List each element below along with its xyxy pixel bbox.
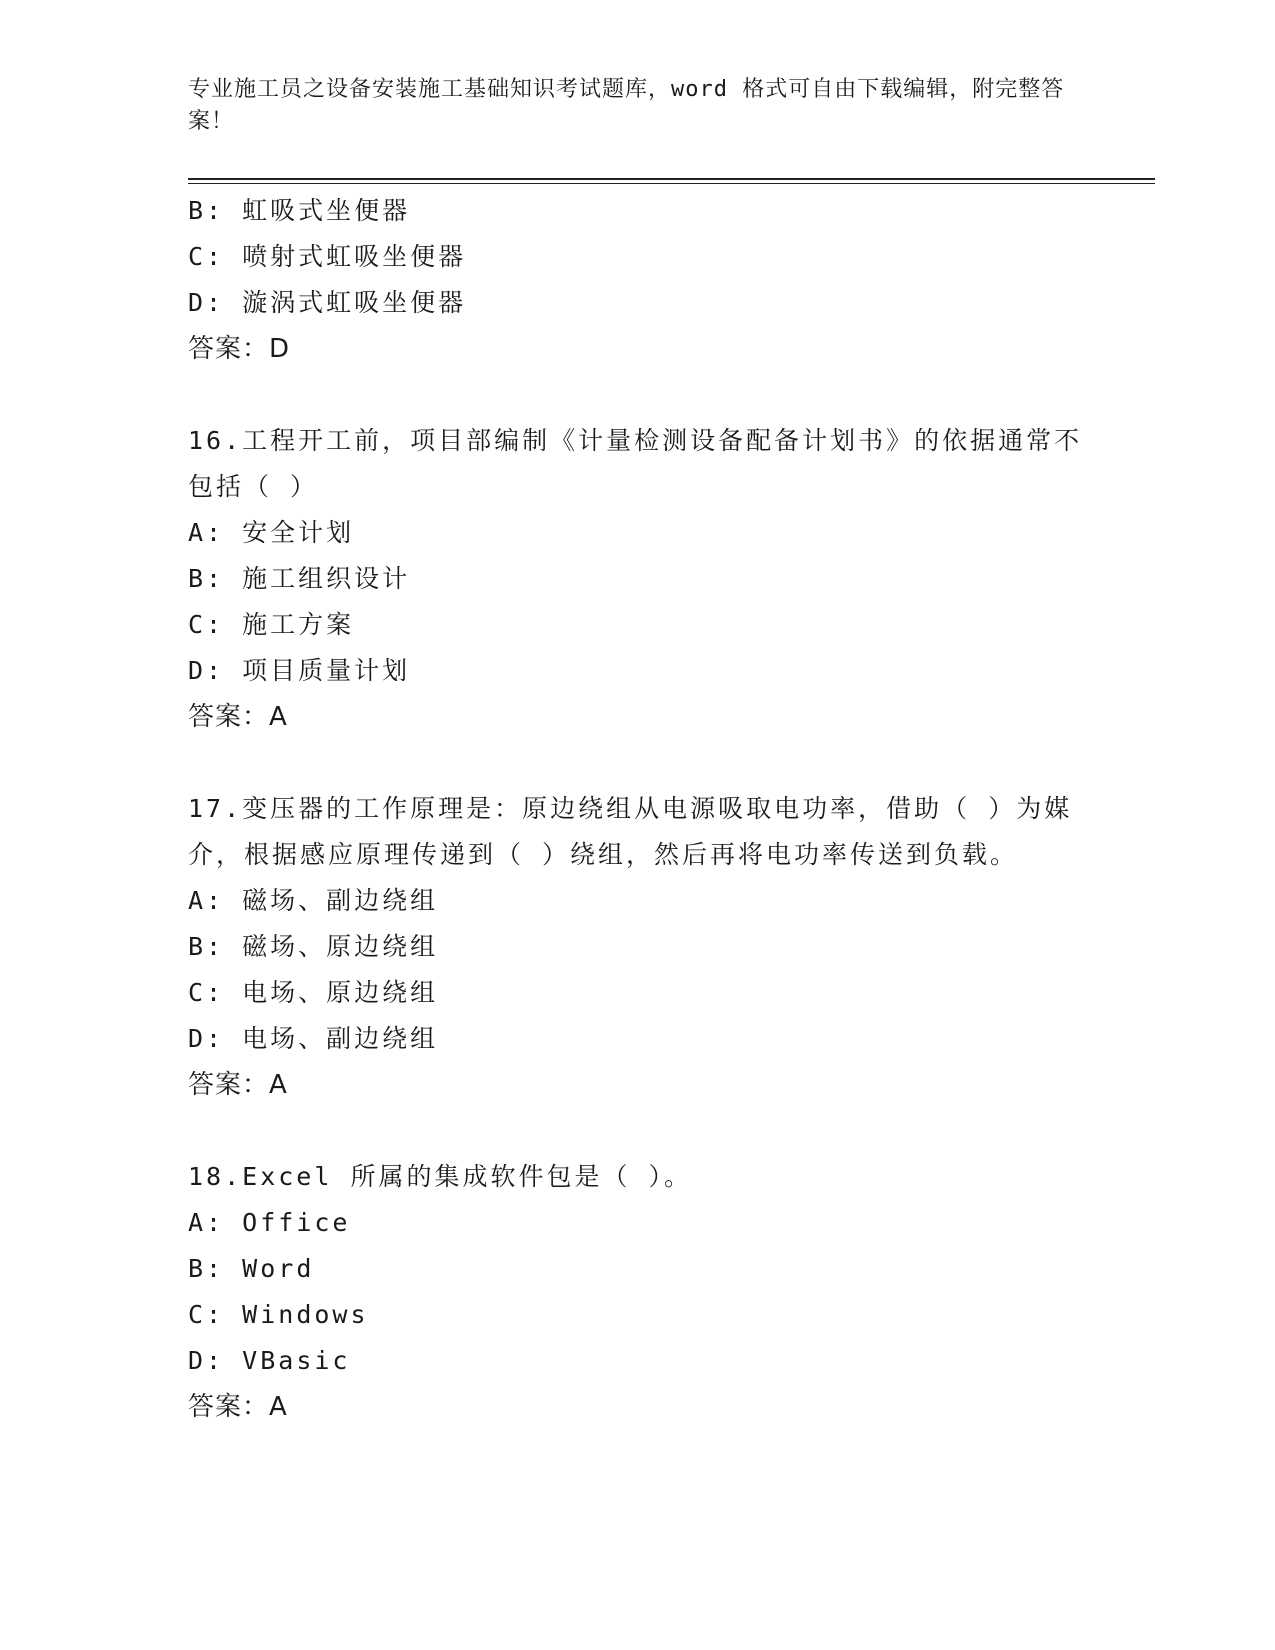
option-c: C: Windows [188, 1300, 369, 1329]
option-b: B: 施工组织设计 [188, 564, 411, 593]
option-d: D: 漩涡式虹吸坐便器 [188, 288, 467, 317]
header-divider-top [188, 178, 1155, 180]
question-stem-16: 16.工程开工前，项目部编制《计量检测设备配备计划书》的依据通常不包括（ ） [188, 426, 1083, 501]
option-b: B: 虹吸式坐便器 [188, 196, 411, 225]
answer: 答案：A [188, 702, 288, 732]
option-b: B: 磁场、原边绕组 [188, 932, 439, 961]
option-a: A: 安全计划 [188, 518, 355, 547]
question-list [188, 188, 1088, 1430]
question-stem-17: 17.变压器的工作原理是：原边绕组从电源吸取电功率，借助（ ）为媒介，根据感应原理传递到（ ）绕组，然后再将电功率传送到负载。 [188, 794, 1073, 869]
option-c: C: 施工方案 [188, 610, 355, 639]
option-c: C: 电场、原边绕组 [188, 978, 439, 1007]
answer: 答案：A [188, 1392, 288, 1422]
option-d: D: 电场、副边绕组 [188, 1024, 439, 1053]
header-divider-bottom [188, 183, 1155, 184]
answer: 答案：A [188, 1070, 288, 1100]
option-b: B: Word [188, 1254, 315, 1283]
option-c: C: 喷射式虹吸坐便器 [188, 242, 467, 271]
question-stem-18: 18.Excel 所属的集成软件包是（ ）。 [188, 1162, 693, 1191]
option-d: D: 项目质量计划 [188, 656, 411, 685]
option-a: A: 磁场、副边绕组 [188, 886, 439, 915]
option-d: D: VBasic [188, 1346, 351, 1375]
answer: 答案：D [188, 334, 291, 364]
document-header: 专业施工员之设备安装施工基础知识考试题库，word 格式可自由下载编辑，附完整答案！ [188, 77, 1065, 134]
option-a: A: Office [188, 1208, 351, 1237]
